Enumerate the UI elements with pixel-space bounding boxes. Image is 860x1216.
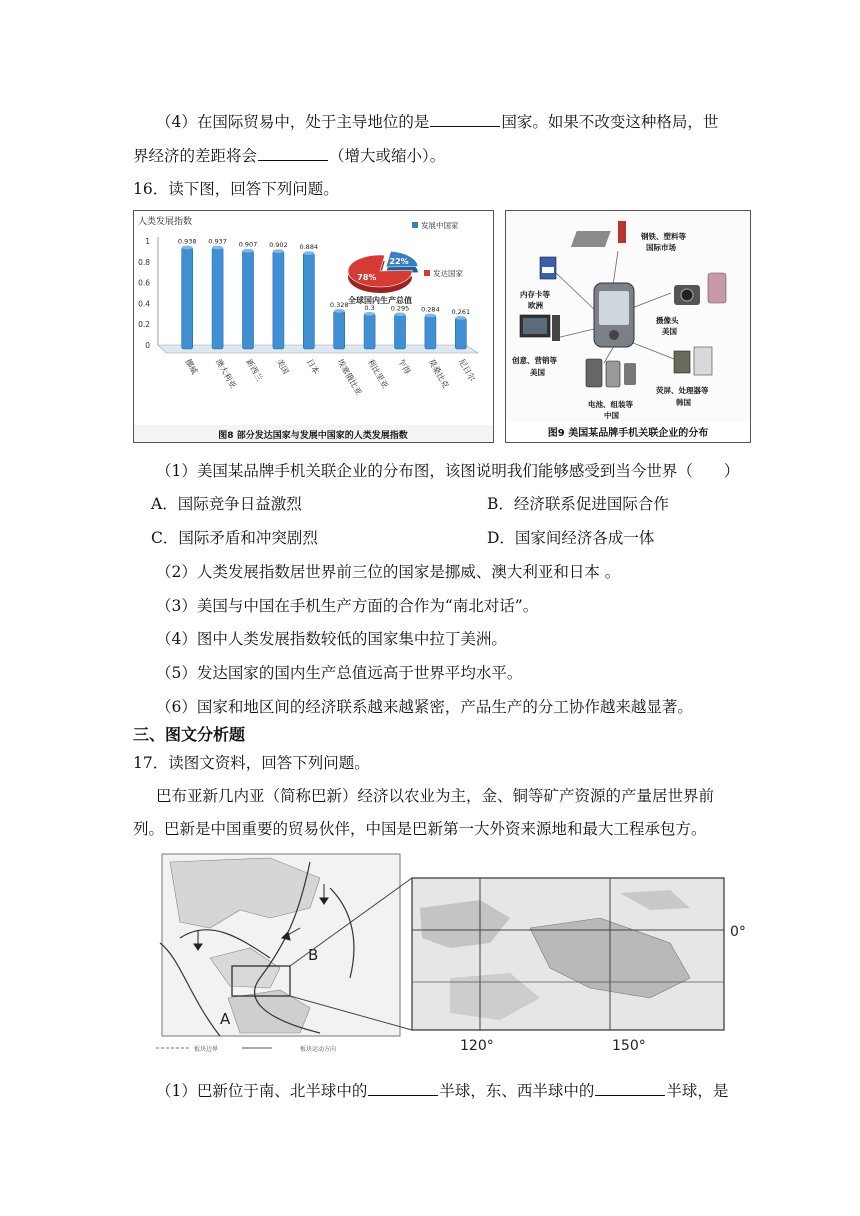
section-title: 三、图文分析题 [133,725,246,744]
bar-4 [303,253,314,349]
value-label: 0.328 [329,300,349,309]
y-tick-label: 0.2 [138,320,150,330]
supply-chain-diagram [506,211,750,442]
category-label: 利比里亚 [365,357,390,390]
bar-7 [395,314,406,349]
pie-title: 全球国内生产总值 [348,296,412,305]
bar-cap-5 [334,309,345,313]
figure-8 [133,210,494,443]
category-label: 莫桑比克 [426,357,451,390]
y-tick-label: 0.8 [138,257,150,267]
legend-boundary: 板块边界 [194,1046,219,1053]
bar-cap-2 [243,249,254,253]
q16-4: （4）图中人类发展指数较低的国家集中拉丁美洲。 [156,630,507,648]
bar-3 [273,251,284,349]
svg-text:电池、组装等: 电池、组装等 [588,400,633,409]
answer-blank[interactable] [595,1081,665,1096]
answer-blank[interactable] [368,1081,438,1096]
svg-text:美国: 美国 [662,327,677,336]
svg-text:荧屏、处理器等: 荧屏、处理器等 [656,386,709,395]
option-a[interactable]: A．国际竞争日益激烈 [151,495,302,513]
legend-label: 发达国家 [433,269,463,278]
png-detail-map [412,878,724,1030]
bar-cap-6 [364,312,375,316]
bar-9 [455,318,466,349]
plate-map [156,854,400,1053]
value-label: 0.3 [364,303,375,312]
legend-swatch-0 [412,222,418,228]
option-c[interactable]: C．国际矛盾和冲突剧烈 [151,529,318,547]
svg-text:韩国: 韩国 [676,398,691,407]
q17-para-line1: 巴布亚新几内亚（简称巴新）经济以农业为主，金、铜等矿产资源的产量居世界前 [156,787,715,805]
q16-5: （5）发达国家的国内生产总值远高于世界平均水平。 [156,664,523,682]
y-tick-label: 0 [145,341,150,350]
figure-9-caption: 图9 美国某品牌手机关联企业的分布 [547,428,709,439]
category-label: 新西兰 [244,357,265,383]
y-tick-label: 0.4 [138,299,150,309]
plate-label-b: B [308,946,319,964]
value-label: 0.884 [299,243,319,252]
value-label: 0.284 [421,305,440,314]
bar-6 [364,314,375,349]
answer-blank[interactable] [430,112,500,127]
legend-motion: 板块运动方向 [300,1046,337,1053]
bar-5 [334,311,345,349]
png-map-figure [150,848,750,1060]
q16-stem: 16．读下图，回答下列问题。 [133,180,339,198]
value-label: 0.907 [238,240,258,249]
bar-cap-3 [273,249,284,253]
svg-text:内存卡等: 内存卡等 [520,290,550,299]
latitude-0: 0° [730,924,746,940]
bar-cap-0 [182,246,193,250]
category-label: 挪威 [183,357,200,376]
bar-cap-7 [395,313,406,317]
y-tick-label: 0.6 [138,278,150,288]
q16-6: （6）国家和地区间的经济联系越来越紧密，产品生产的分工协作越来越显著。 [156,698,693,716]
bar-cap-9 [455,316,466,320]
category-label: 日本 [305,357,321,376]
legend-swatch-1 [424,270,430,276]
svg-text:国际市场: 国际市场 [646,243,676,252]
svg-text:欧洲: 欧洲 [528,301,543,310]
q16-3: （3）美国与中国在手机生产方面的合作为“南北对话”。 [156,597,539,615]
q15-4-line1: （4）在国际贸易中，处于主导地位的是 国家。如果不改变这种格局，世 [156,113,719,131]
category-label: 乍得 [396,357,413,376]
q17-1: （1）巴新位于南、北半球中的 半球，东、西半球中的 半球，是 [156,1082,729,1100]
longitude-120: 120° [460,1038,494,1054]
bar-1 [212,248,223,349]
y-tick-label: 1 [145,237,150,246]
camera-icon [656,273,726,336]
longitude-150: 150° [612,1038,646,1054]
category-label: 美国 [274,357,291,376]
bar-cap-4 [303,251,314,255]
value-label: 0.902 [269,241,288,250]
option-b[interactable]: B．经济联系促进国际合作 [487,495,669,513]
bar-cap-1 [212,246,223,250]
computer-icon [511,315,560,377]
svg-text:创意、营销等: 创意、营销等 [512,356,557,365]
value-label: 0.937 [208,237,227,246]
value-label: 0.938 [177,237,197,246]
battery-icon [586,359,636,420]
q17-stem: 17．读图文资料，回答下列问题。 [133,754,370,772]
plate-label-a: A [220,1010,231,1028]
category-label: 尼日尔 [457,357,477,383]
pie-label: 78% [357,272,377,282]
q15-4-line2: 界经济的差距将会 （增大或缩小）。 [133,147,446,165]
category-label: 澳大利亚 [213,357,238,390]
screen-processor-icon [656,347,712,407]
figure-8-caption: 图8 部分发达国家与发展中国家的人类发展指数 [218,431,408,441]
value-label: 0.261 [451,307,471,316]
bar-0 [182,247,193,349]
pie-slice-0 [386,251,418,273]
memory-card-icon [520,257,556,310]
q17-para-line2: 列。巴新是中国重要的贸易伙伴，中国是巴新第一大外资来源地和最大工程承包方。 [133,820,707,838]
bar-2 [243,251,254,349]
q16-1: （1）美国某品牌手机关联企业的分布图，该图说明我们能够感受到当今世界（ ） [156,462,740,480]
svg-text:中国: 中国 [604,411,619,420]
chart-ylabel: 人类发展指数 [138,217,193,227]
svg-text:钢铁、塑料等: 钢铁、塑料等 [641,232,686,241]
figure-9 [505,210,751,443]
legend-label: 发展中国家 [421,221,459,230]
category-label: 埃塞俄比亚 [335,357,364,397]
value-label: 0.295 [390,304,410,313]
hdi-bar-chart [134,211,493,442]
pie-label: 22% [389,257,409,267]
q16-2: （2）人类发展指数居世界前三位的国家是挪威、澳大利亚和日本 。 [156,563,621,581]
svg-text:美国: 美国 [530,368,545,377]
bar-8 [425,315,436,349]
bar-cap-8 [425,314,436,318]
answer-blank[interactable] [258,146,328,161]
phone-icon [594,283,634,347]
steel-plastic-icon [571,221,687,252]
svg-text:摄像头: 摄像头 [656,316,679,325]
option-d[interactable]: D．国家间经济各成一体 [487,529,655,547]
